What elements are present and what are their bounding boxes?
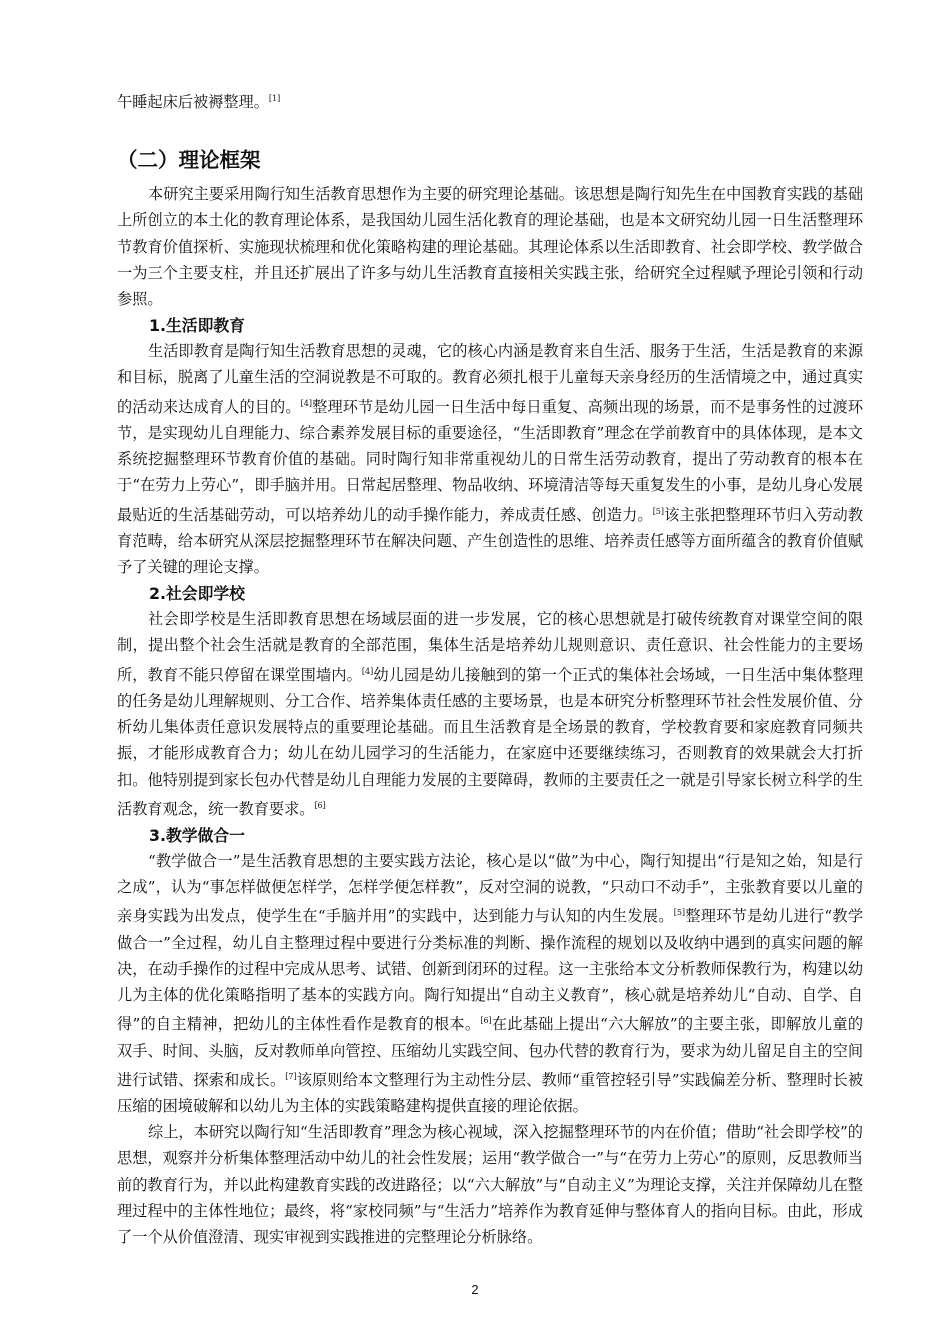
citation: [4] (300, 398, 313, 408)
page-number: 2 (471, 1282, 479, 1297)
section-title: （二）理论框架 (117, 148, 261, 173)
text-run: 整理环节是幼儿园一日生活中每日重复、高频出现的场景，而不是事务性的过渡环节，是实现幼儿自理能力、综合素养发展目标的重要途径，“生活即教育”理念在学前教育中的具体体现，是本文系统挖掘整理环节教育价值的基础。同时陶行知非常重视幼儿的日常生活劳动教育，提出了劳动教育的根本在于“在劳力上劳心”，即手脑并用。日常起居整理、物品收纳、环境清洁等每天重复发生的小事，是幼儿身心发展最贴近的生活基础劳动，可以培养幼儿的动手操作能力，养成责任感、创造力。 (117, 397, 864, 524)
text-run: 该主张把整理环节归入劳动教育范畴，给本研究从深层挖掘整理环节在解决问题、产生创造性的思维、培养责任感等方面所蕴含的教育价值赋予了关键的理论支撑。 (117, 505, 864, 577)
intro-paragraph: 本研究主要采用陶行知生活教育思想作为主要的研究理论基础。该思想是陶行知先生在中国教育实践的基础上所创立的本土化的教育理论体系，是我国幼儿园生活化教育的理论基础，也是本文研究幼儿园一日生活整理环节教育价值探析、实施现状梳理和优化策略构建的理论基础。其理论体系以生活即教育、社会即学校、教学做合一为三个主要支柱，并且还扩展出了许多与幼儿生活教育直接相关实践主张，给研究全过程赋予理论引领和行动参照。 (117, 185, 863, 309)
summary-paragraph: 综上，本研究以陶行知“生活即教育”理念为核心视域，深入挖掘整理环节的内在价值；借助“社会即学校”的思想，观察并分析集体整理活动中幼儿的社会性发展；运用“教学做合一”与“在劳力上劳心”的原则，反思教师当前的教育行为，并以此构建教育实践的改进路径；以“六大解放”与“自动主义”为理论支撑，关注并保障幼儿在整理过程中的主体性地位；最终，将“家校同频”与“生活力”培养作为教育延伸与整体育人的指向目标。由此，形成了一个从价值澄清、现实审视到实践推进的完整理论分析脉络。 (117, 1123, 863, 1247)
citation: [4] (361, 666, 374, 676)
citation: [7] (285, 1071, 297, 1081)
top-line-text: 午睡起床后被褥整理。 (117, 93, 269, 112)
paragraph-1 (117, 338, 863, 580)
top-line (117, 86, 863, 115)
citation: [1] (268, 94, 281, 103)
citation: [5] (673, 908, 686, 918)
subsection-title-1: 1.生活即教育 (149, 316, 245, 336)
citation: [6] (480, 1016, 492, 1026)
citation: [5] (652, 506, 665, 516)
text-run: 社会即学校是生活即教育思想在场域层面的进一步发展，它的核心思想就是打破传统教育对课堂空间的限制，提出整个社会生活就是教育的全部范围，集体生活是培养幼儿规则意识、责任意识、社会性能力的主要场所，教育不能只停留在课堂围墙内。 (117, 610, 863, 684)
paragraph-3 (117, 848, 863, 1119)
citation: [6] (314, 800, 326, 810)
text-run: 生活即教育是陶行知生活教育思想的灵魂，它的核心内涵是教育来自生活、服务于生活，生活是教育的来源和目标，脱离了儿童生活的空洞说教是不可取的。教育必须扎根于儿童每天亲身经历的生活情境之中，通过真实的活动来达成育人的目的。 (117, 342, 863, 416)
text-run: 幼儿园是幼儿接触到的第一个正式的集体社会场域，一日生活中集体整理的任务是幼儿理解规则、分工合作、培养集体责任感的主要场景，也是本研究分析整理环节社会性发展价值、分析幼儿集体责任意识发展特点的重要理论基础。而且生活教育是全场景的教育，学校教育要和家庭教育同频共振，才能形成教育合力；幼儿在幼儿园学习的生活能力，在家庭中还要继续练习，否则教育的效果就会大打折扣。他特别提到家长包办代替是幼儿自理能力发展的主要障碍，教师的主要责任之一就是引导家长树立科学的生活教育观念，统一教育要求。 (117, 665, 864, 818)
document-body (117, 86, 863, 1250)
text-run: 该原则给本文整理行为主动性分层、教师“重管控轻引导”实践偏差分析、整理时长被压缩的困境破解和以幼儿为主体的实践策略建构提供直接的理论依据。 (117, 1070, 864, 1115)
text-run: “教学做合一”是生活教育思想的主要实践方法论，核心是以“做”为中心，陶行知提出“行是知之始，知是行之成”，认为“事怎样做便怎样学，怎样学便怎样教”，反对空洞的说教，“只动口不动手”，主张教育要以儿童的亲身实践为出发点，使学生在“手脑并用”的实践中，达到能力与认知的内生发展。 (117, 851, 863, 926)
text-run: 整理环节是幼儿进行“教学做合一”全过程，幼儿自主整理过程中要进行分类标准的判断、操作流程的规划以及收纳中遇到的真实问题的解决，在动手操作的过程中完成从思考、试错、创新到闭环的过程。这一主张给本文分析教师保教行为，构建以幼儿为主体的优化策略指明了基本的实践方向。陶行知提出“自动主义教育”，核心就是培养幼儿“自动、自学、自得”的自主精神，把幼儿的主体性看作是教育的根本。 (117, 907, 864, 1034)
text-run: 在此基础上提出“六大解放”的主要主张，即解放儿童的双手、时间、头脑，反对教师单向管控、压缩幼儿实践空间、包办代替的教育行为，要求为幼儿留足自主的空间进行试错、探索和成长。 (117, 1015, 864, 1089)
subsection-title-3: 3.教学做合一 (149, 825, 245, 845)
paragraph-2 (117, 606, 863, 822)
subsection-title-2: 2.社会即学校 (149, 584, 245, 604)
